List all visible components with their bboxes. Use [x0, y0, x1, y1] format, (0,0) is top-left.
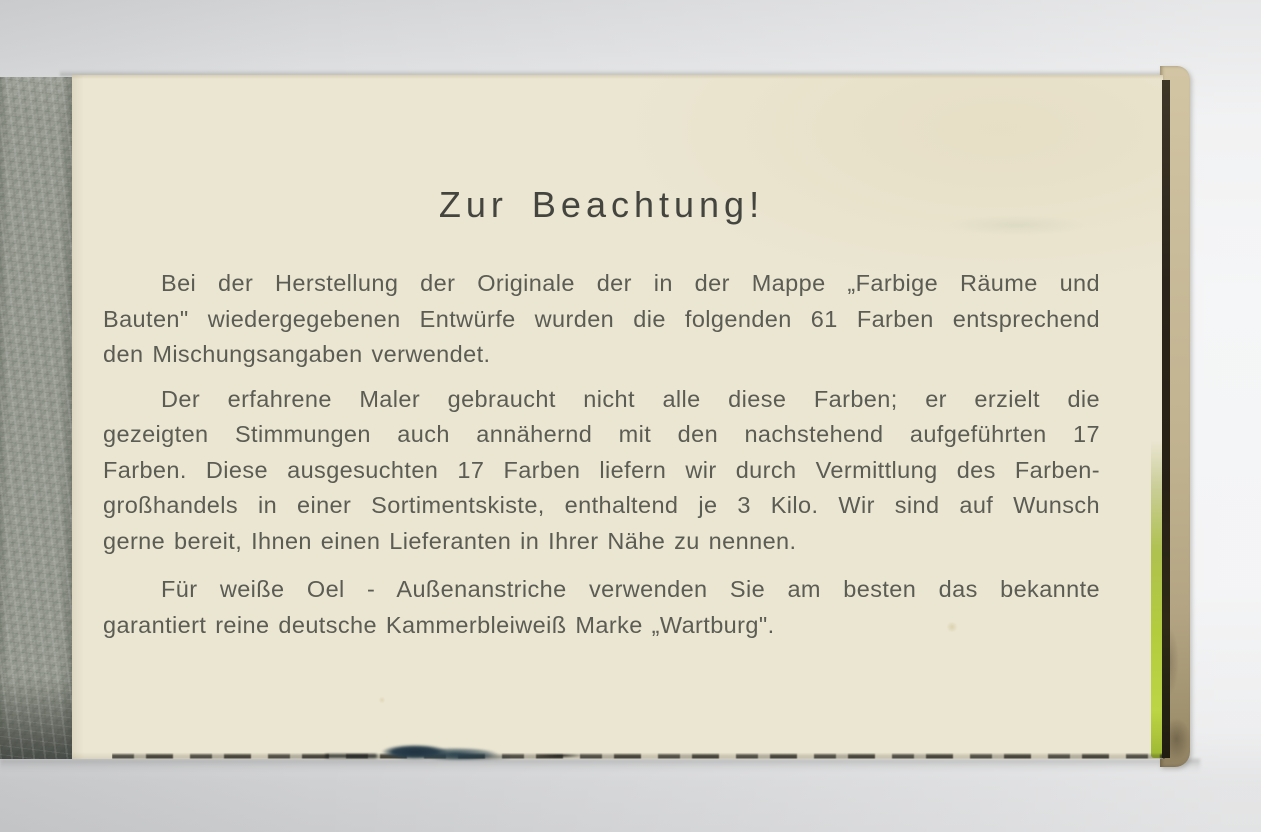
page-content: [103, 75, 1100, 643]
text-line: Bei der Herstellung der Originale der in der Mappe „Farbige Räume und: [161, 270, 1100, 296]
text-line: Farben. Diese ausgesuchten 17 Farben liefern wir durch Vermittlung des Farben-: [103, 456, 1100, 483]
text-line: den Mischungsangaben verwendet.: [103, 341, 491, 367]
booklet-bottom-shadow: [0, 759, 1200, 772]
text-line: gerne bereit, Ihnen einen Lieferanten in Ihrer Nähe zu nennen.: [103, 527, 797, 554]
ink-smudge: [370, 740, 510, 762]
text-line: Für weiße Oel - Außenanstriche verwenden Sie am besten das bekannte: [161, 576, 1100, 602]
page-title: Zur Beachtung!: [438, 184, 765, 225]
text-line: Bauten" wiedergegebenen Entwürfe wurden die folgenden 61 Farben entsprechend: [103, 305, 1100, 332]
booklet-page: [72, 75, 1163, 759]
paragraph-3: [103, 572, 1100, 643]
paragraph-2: [103, 382, 1100, 560]
text-line: garantiert reine deutsche Kammerbleiweiß Marke „Wartburg".: [103, 611, 775, 638]
text-line: großhandels in einer Sortimentskiste, enthaltend je 3 Kilo. Wir sind auf Wunsch: [103, 492, 1100, 518]
color-plate-green-edge: [1151, 440, 1162, 758]
text-line: Der erfahrene Maler gebraucht nicht alle diese Farben; er erzielt die: [161, 385, 1100, 412]
page-bottom-dark-edge: [112, 753, 1165, 759]
paragraph-1: [103, 266, 1100, 373]
text-line: gezeigten Stimmungen auch annähernd mit den nachstehend aufgeführten 17: [103, 421, 1100, 447]
felt-binding-edge: [0, 77, 72, 759]
page-block-dark-edge: [1162, 80, 1170, 758]
